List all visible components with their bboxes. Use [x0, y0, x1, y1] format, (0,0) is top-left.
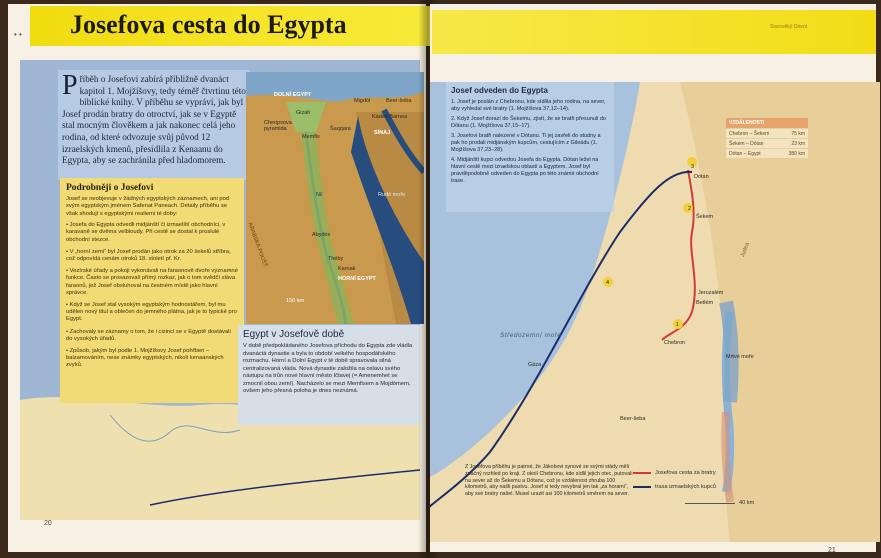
- region-label: Judea: [740, 241, 751, 259]
- distance-row: [726, 128, 808, 138]
- inset-label: SÍNAJ: [374, 130, 391, 136]
- sea-label: Středozemní moře: [500, 332, 562, 339]
- map-marker: 3: [691, 164, 695, 170]
- legend-blue: [633, 484, 716, 490]
- inset-label: Nil: [316, 192, 323, 198]
- joseph-route-item: 2. Když Josef dorazí do Šekemu, zjistí, že se bratři přesunuli do Dótanu (1. Mojžíšova 37,15–17).: [451, 116, 606, 129]
- inset-label: DOLNÍ EGYPT: [274, 92, 312, 98]
- joseph-route-item: 4. Midjánští kupci odvedou Josefa do Egypta. Dótan ležel na hlavní cestě mezi izraelskou oblastí a Egyptem. Josef byl pravděpodobně odveden do Egypta po této známé obchodní trase.: [451, 157, 599, 184]
- inset-label: Migdól: [354, 98, 371, 104]
- corner-mark: • •: [14, 30, 22, 39]
- city-label: Beer-šeba: [620, 416, 646, 422]
- egypt-era-title: Egypt v Josefově době: [243, 329, 345, 340]
- joseph-route-item: 3. Josefovi bratři nalezené v Dótanu. Ti jej zavřeli do studny a pak ho prodali midjánským kupcům, cestujícím z Gileádu (1. Mojžíšova 37,23–28).: [451, 133, 601, 153]
- inset-scale: 150 km: [286, 298, 305, 304]
- inset-label: Rudé moře: [378, 192, 406, 198]
- intro-text: říběh o Josefovi zabírá přibližně dvanáct kapitol 1. Mojžíšovy, tedy téměř čtvrtinu této biblické knihy. V příběhu se vypráví, jak byl Josef prodán bratry do otroctví, jak se v Egyptě stal mocným člověkem a jak nakonec celá jeho rodina, od které odvozuje svůj původ 12 izraelských kmenů, přesídlila z Kenaanu do Egypta, aby se zachránila před hladomorem.: [62, 74, 246, 166]
- right-header-band: [432, 10, 876, 54]
- distance-route: Šekem – Dótan: [729, 140, 764, 147]
- distance-row: [726, 148, 808, 158]
- page-number-left: 20: [44, 520, 52, 527]
- inset-label: Théby: [328, 256, 344, 262]
- detail-item: • Zachovaly se záznamy o tom, že i cizinci se v Egyptě dostávali do vysokých úřadů.: [66, 328, 231, 342]
- inset-label: Abydos: [312, 232, 331, 238]
- egypt-era-text: V době předpokládaného Josefova příchodu do Egypta zde vládla dvanáctá dynastie a byla to období velkého hospodářského rozmachu. Horní a Dolní Egypt v té době spravovala silná centralizovaná vláda. Nová dynastie založila na oslavu svého nástupu na trůn nové hlavní město Ičtavej (= Amenemhet se zmocnil obou zemí). Nacházelo se mezi Memfisem a Mojdómem, ovšem jeho přesná poloha je dnes neznámá.: [243, 343, 413, 394]
- legend-note: Z Josefova příběhu je patrné, že Jákobovi synové se svými stády měli značný rozhled po kraji. Z okolí Chebronu, kde sídlil jejich otec, putovali na sever až do Šekemu a Dótanu, což je vzdálenost zhruba 100 kilometrů, aby našli pastvu. Josef si tedy nevybral jen tak „za horami“, aby své bratry našel. Musel urazit asi 100 kilometrů směrem na sever.: [465, 464, 633, 498]
- intro-text-box: [58, 70, 250, 180]
- drop-cap: P: [62, 70, 78, 101]
- detail-item: • Josefa do Egypta odvedli midjánští či izmaelští obchodníci, v karavaně se dvěma velbloudy. Při cestě se dostal k proslulé obchodní stezce.: [66, 222, 226, 243]
- scale-bar: [685, 503, 735, 504]
- distance-km: 380 km: [788, 150, 805, 157]
- distance-km: 75 km: [791, 130, 805, 137]
- joseph-route-item: 1. Josef je poslán z Chebronu, kde sídlila jeho rodina, na sever, aby vyhledal své bratry (1. Mojžíšova 37,12–14).: [451, 99, 606, 112]
- page-number-right: 21: [828, 547, 836, 554]
- inset-label: Gizah: [296, 110, 311, 116]
- distance-route: Chebron – Šekem: [729, 130, 770, 137]
- legend-scale: [685, 500, 754, 506]
- joseph-route-box: [446, 82, 614, 212]
- legend-blue-label: trasa izmaelských kupců: [655, 484, 716, 490]
- city-label: Dótan: [694, 174, 709, 180]
- city-label: Betlém: [696, 300, 714, 306]
- legend-blue-swatch: [633, 486, 651, 488]
- distance-route: Dótan – Egypt: [729, 150, 761, 157]
- detail-text: Josef se neobjevuje v žádných egyptských záznamech, ani pod svým egyptským jménem Safenat Paneach. Detaily příběhu se však shodují s egyptskými realiemi té doby:: [66, 196, 230, 217]
- city-label: Gáza: [528, 362, 542, 368]
- scale-label: 40 km: [739, 500, 755, 506]
- joseph-route-list: [451, 99, 609, 185]
- detail-box: [60, 178, 244, 403]
- legend-red-label: Josefova cesta za bratry: [655, 470, 716, 476]
- map-marker: 4: [606, 280, 610, 286]
- distance-row: [726, 138, 808, 148]
- detail-list: [66, 222, 238, 369]
- legend-red: [633, 470, 716, 476]
- map-marker: 1: [676, 322, 680, 328]
- egypt-inset-map: [246, 72, 424, 324]
- distance-table-title: VZDÁLENOSTI: [726, 118, 808, 128]
- distance-table: [726, 118, 808, 158]
- inset-label: Beer-šeba: [386, 98, 412, 104]
- detail-item: • Způsob, jakým byl podle 1. Mojžíšovy Josef pohřben – balzamováním, nese známky egyptských, nikoli kenaanských zvyků.: [66, 348, 224, 369]
- joseph-route-title: Josef odveden do Egypta: [451, 86, 548, 95]
- detail-item: • Když se Josef stal vysokým egyptským hodnostářem, byl mu udělen nový titul a oblečen do jemného plátna, jak je to typické pro Egypt.: [66, 302, 237, 323]
- dead-sea-label: Mrtvé moře: [726, 354, 754, 360]
- inset-label: Cheopsova pyramida: [264, 120, 292, 132]
- inset-label: Karnak: [338, 266, 356, 272]
- legend-red-swatch: [633, 472, 651, 474]
- map-legend: [455, 462, 755, 526]
- map-marker: 2: [688, 206, 692, 212]
- inset-label: Memfis: [302, 134, 320, 140]
- distance-km: 23 km: [791, 140, 805, 147]
- page-title: Josefova cesta do Egypta: [70, 10, 347, 39]
- detail-title: Podrobněji o Josefovi: [66, 183, 154, 193]
- running-head: Starověký Orient: [770, 24, 808, 30]
- inset-label: Kádeš-Barnea: [372, 114, 408, 120]
- inset-label: HORNÍ EGYPT: [338, 276, 376, 282]
- egypt-era-box: [238, 325, 420, 425]
- city-label: Chebron: [664, 340, 686, 346]
- city-label: Šekem: [696, 214, 714, 220]
- detail-item: • Vezírské úřady a pokoji vykonávali na faraonově dvoře významné funkce. Často se prosazovali přímý rozkaz, jak o tom svědčí sláva faraonů, jež Josef obsluhoval na čestném místě jako hlavní správce.: [66, 268, 238, 296]
- inset-label: ARABSKÁ POUŠŤ: [246, 222, 268, 268]
- city-label: Jeruzalém: [698, 290, 724, 296]
- detail-item: • V „horní zemi“ byl Josef prodán jako otrok za 20 šekelů stříbra, což odpovídá cenám otroků 18. století př. Kr.: [66, 248, 231, 263]
- egypt-map-graphic: [246, 72, 424, 324]
- inset-label: Šaqqara: [330, 126, 351, 132]
